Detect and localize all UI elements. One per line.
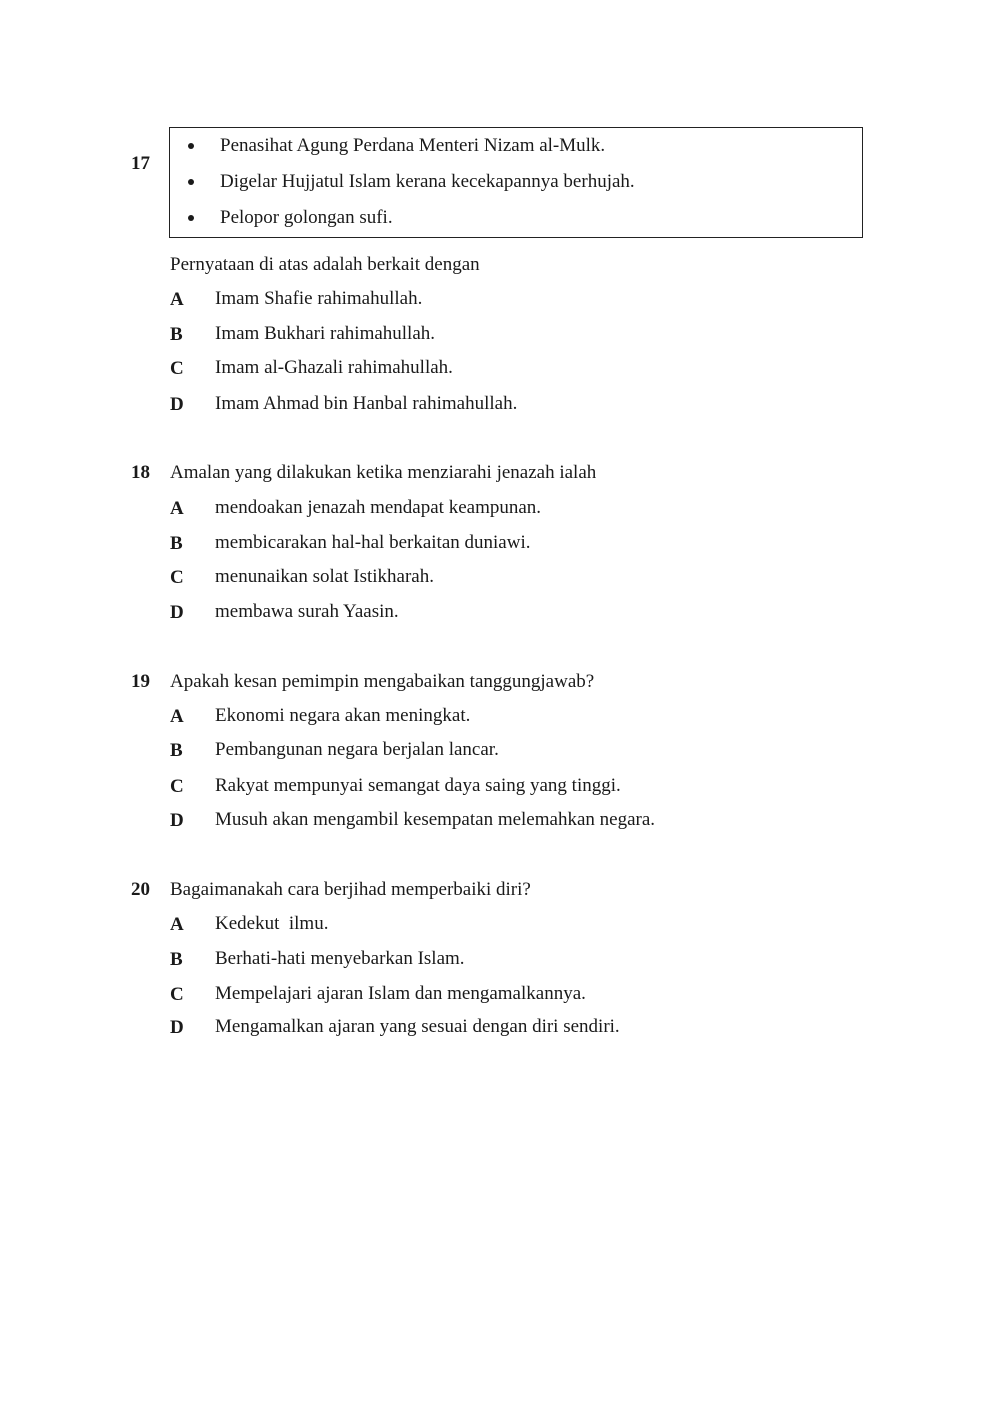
option-20-c[interactable]: Mempelajari ajaran Islam dan mengamalkannya.	[215, 983, 586, 1004]
option-letter-20-b: B	[170, 949, 183, 970]
option-17-c[interactable]: Imam al-Ghazali rahimahullah.	[215, 357, 453, 378]
option-17-a[interactable]: Imam Shafie rahimahullah.	[215, 288, 423, 309]
option-letter-18-a: A	[170, 498, 184, 519]
option-letter-18-b: B	[170, 533, 183, 554]
option-letter-20-a: A	[170, 914, 184, 935]
question-number-20: 20	[131, 879, 150, 900]
option-17-d[interactable]: Imam Ahmad bin Hanbal rahimahullah.	[215, 393, 518, 414]
statement-text: Penasihat Agung Perdana Menteri Nizam al-Mulk.	[220, 135, 606, 156]
option-19-c[interactable]: Rakyat mempunyai semangat daya saing yang tinggi.	[215, 775, 621, 796]
statement-bullet	[170, 133, 860, 159]
option-letter-20-c: C	[170, 984, 184, 1005]
bullet-icon	[188, 143, 194, 149]
question-stem-19: Apakah kesan pemimpin mengabaikan tanggungjawab?	[170, 671, 595, 692]
option-letter-19-b: B	[170, 740, 183, 761]
statement-text: Digelar Hujjatul Islam kerana kecekapannya berhujah.	[220, 171, 635, 192]
option-letter-19-d: D	[170, 810, 184, 831]
option-letter-17-a: A	[170, 289, 184, 310]
option-18-c[interactable]: menunaikan solat Istikharah.	[215, 566, 434, 587]
bullet-icon	[188, 215, 194, 221]
question-number-18: 18	[131, 462, 150, 483]
option-letter-20-d: D	[170, 1017, 184, 1038]
option-20-a[interactable]: Kedekut ilmu.	[215, 913, 329, 934]
option-18-b[interactable]: membicarakan hal-hal berkaitan duniawi.	[215, 532, 531, 553]
option-19-b[interactable]: Pembangunan negara berjalan lancar.	[215, 739, 499, 760]
option-letter-17-d: D	[170, 394, 184, 415]
question-number-17: 17	[131, 153, 150, 174]
option-19-d[interactable]: Musuh akan mengambil kesempatan melemahkan negara.	[215, 809, 656, 830]
option-letter-19-c: C	[170, 776, 184, 797]
option-letter-18-d: D	[170, 602, 184, 623]
bullet-icon	[188, 179, 194, 185]
option-18-a[interactable]: mendoakan jenazah mendapat keampunan.	[215, 497, 542, 518]
option-letter-17-c: C	[170, 358, 184, 379]
option-20-b[interactable]: Berhati-hati menyebarkan Islam.	[215, 948, 465, 969]
statement-box	[169, 127, 863, 238]
option-letter-18-c: C	[170, 567, 184, 588]
statement-bullet	[170, 169, 860, 195]
option-letter-17-b: B	[170, 324, 183, 345]
question-stem-17: Pernyataan di atas adalah berkait dengan	[170, 254, 480, 275]
option-20-d[interactable]: Mengamalkan ajaran yang sesuai dengan diri sendiri.	[215, 1016, 620, 1037]
option-19-a[interactable]: Ekonomi negara akan meningkat.	[215, 705, 471, 726]
statement-bullet	[170, 205, 860, 231]
question-number-19: 19	[131, 671, 150, 692]
option-18-d[interactable]: membawa surah Yaasin.	[215, 601, 399, 622]
statement-text: Pelopor golongan sufi.	[220, 207, 393, 228]
question-stem-20: Bagaimanakah cara berjihad memperbaiki diri?	[170, 879, 531, 900]
option-17-b[interactable]: Imam Bukhari rahimahullah.	[215, 323, 436, 344]
question-stem-18: Amalan yang dilakukan ketika menziarahi jenazah ialah	[170, 462, 597, 483]
option-letter-19-a: A	[170, 706, 184, 727]
